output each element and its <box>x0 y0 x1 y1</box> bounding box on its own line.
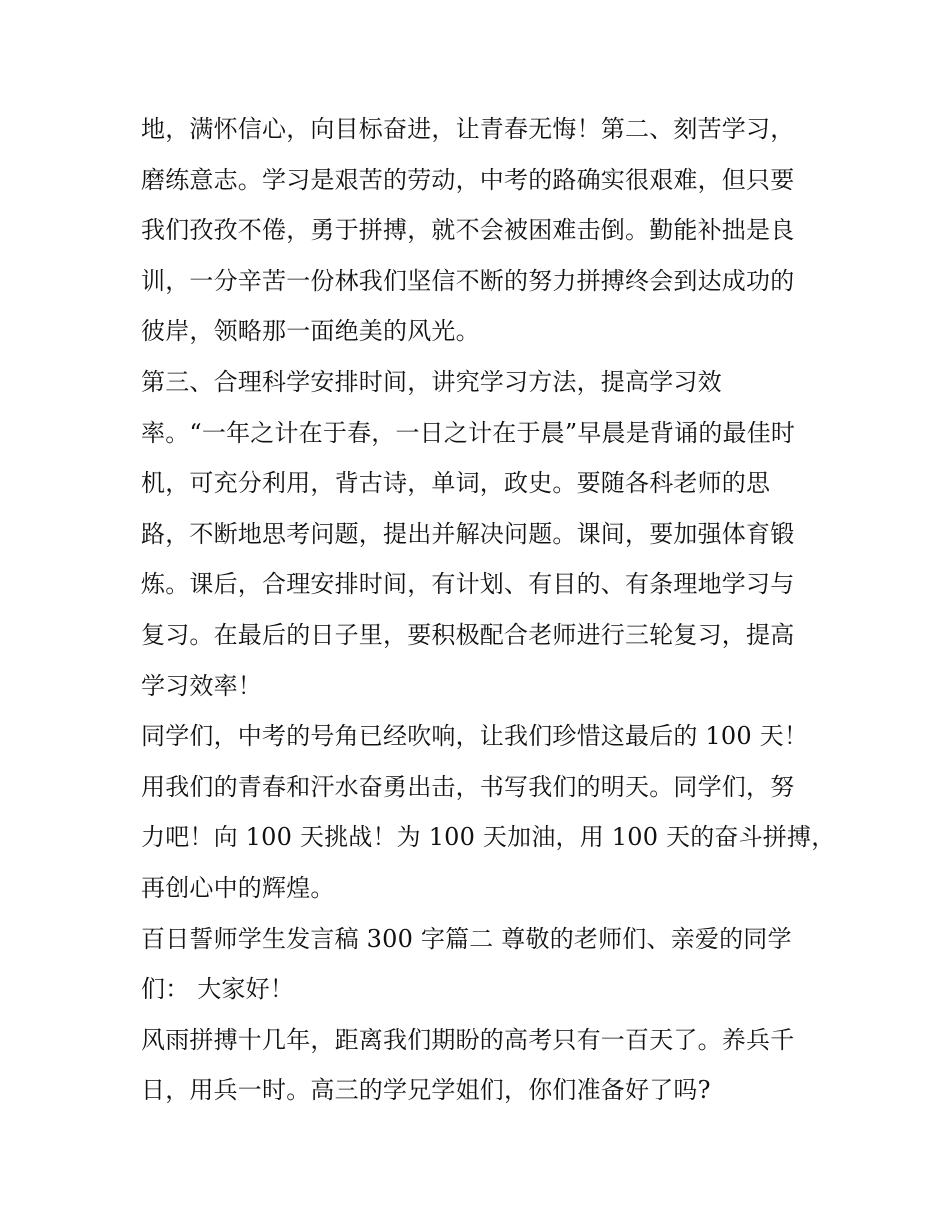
text-line: 百日誓师学生发言稿 300 字篇二 尊敬的老师们、亲爱的同学 <box>141 924 792 953</box>
text-line: 机，可充分利用，背古诗，单词，政史。要随各科老师的思 <box>141 469 771 498</box>
text-line: 路，不断地思考问题，提出并解决问题。课间，要加强体育锻 <box>141 519 795 548</box>
text-line: 复习。在最后的日子里，要积极配合老师进行三轮复习，提高 <box>141 620 795 649</box>
text-line: 炼。课后，合理安排时间，有计划、有目的、有条理地学习与 <box>141 570 795 599</box>
text-line: 力吧！向 100 天挑战！为 100 天加油，用 100 天的奋斗拼搏， <box>141 823 836 852</box>
document-body-text <box>141 104 836 1116</box>
text-line: 第三、合理科学安排时间，讲究学习方法，提高学习效 <box>141 367 722 396</box>
text-line: 彼岸，领略那一面绝美的风光。 <box>141 317 480 346</box>
text-line: 学习效率！ <box>141 671 262 700</box>
text-line: 地，满怀信心，向目标奋进，让青春无悔！第二、刻苦学习， <box>141 115 795 143</box>
text-line: 磨练意志。学习是艰苦的劳动，中考的路确实很艰难，但只要 <box>141 165 795 194</box>
text-line: 们： 大家好！ <box>141 975 295 1004</box>
text-line: 再创心中的辉煌。 <box>141 873 335 902</box>
text-line: 率。“一年之计在于春，一日之计在于晨”早晨是背诵的最佳时 <box>141 418 796 447</box>
text-line: 同学们，中考的号角已经吹响，让我们珍惜这最后的 100 天！ <box>141 722 809 751</box>
text-line: 日，用兵一时。高三的学兄学姐们，你们准备好了吗? <box>141 1076 711 1105</box>
text-line: 我们孜孜不倦，勇于拼搏，就不会被困难击倒。勤能补拙是良 <box>141 216 795 245</box>
text-line: 用我们的青春和汗水奋勇出击，书写我们的明天。同学们，努 <box>141 772 795 801</box>
text-line: 风雨拼搏十几年，距离我们期盼的高考只有一百天了。养兵千 <box>141 1025 795 1054</box>
text-line: 训，一分辛苦一份林我们坚信不断的努力拼搏终会到达成功的 <box>141 266 795 295</box>
